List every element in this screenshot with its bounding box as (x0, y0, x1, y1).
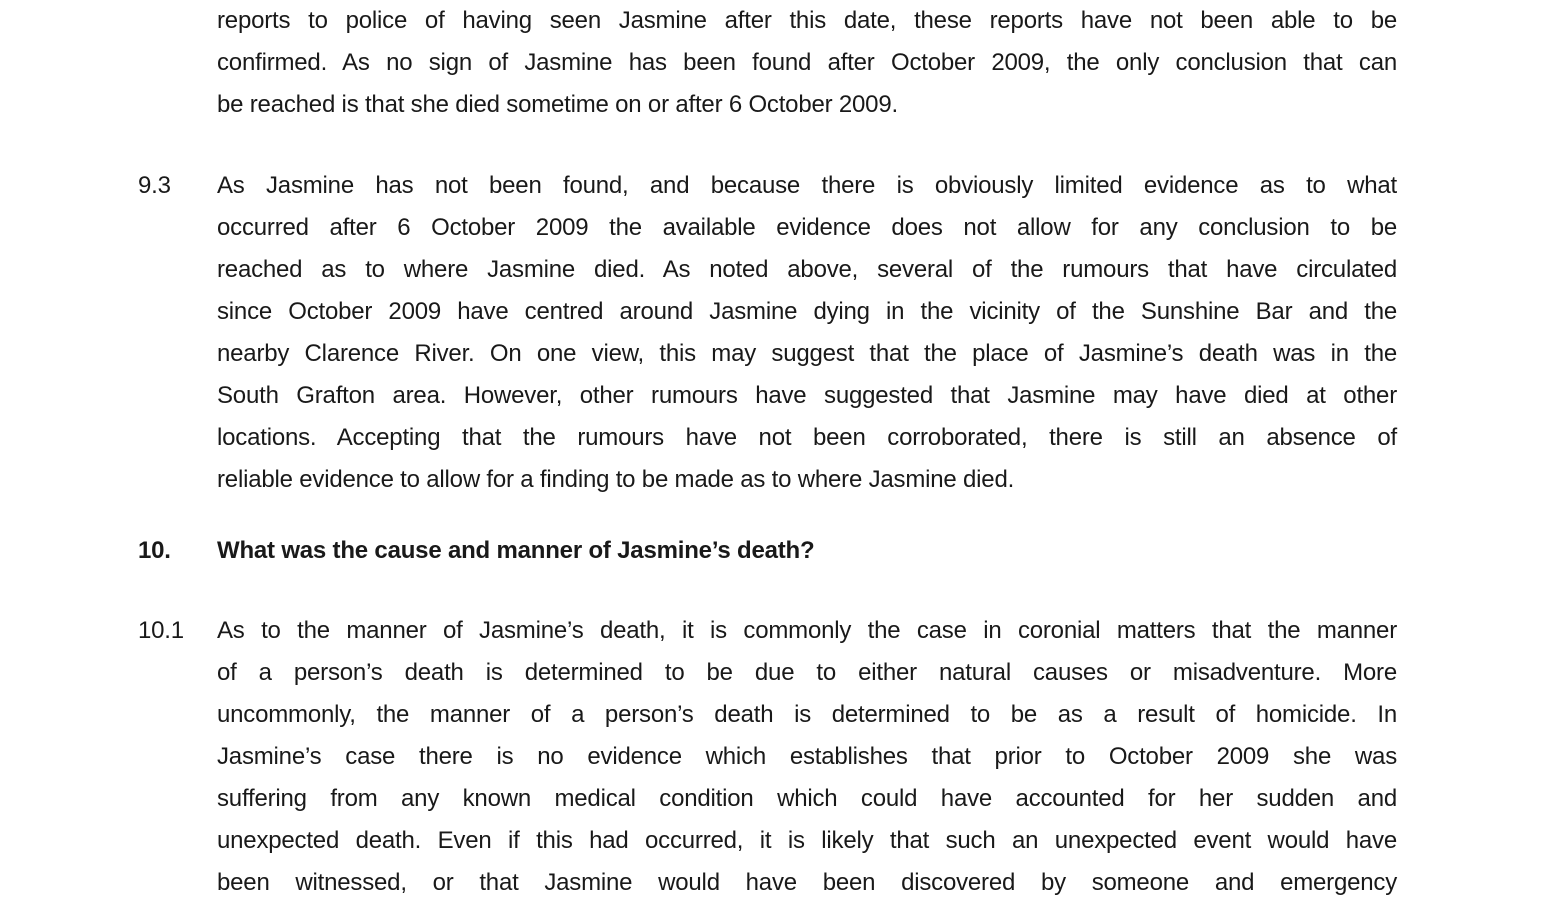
text-line: unexpected death. Even if this had occurred, it is likely that such an unexpected event would have (217, 827, 1397, 854)
paragraph-text (217, 610, 1397, 904)
paragraph-text (217, 165, 1397, 501)
paragraph-10-1 (0, 610, 1566, 904)
paragraph-number: 10.1 (138, 617, 184, 644)
text-line: occurred after 6 October 2009 the available evidence does not allow for any conclusion to be (217, 214, 1397, 241)
text-line: confirmed. As no sign of Jasmine has been found after October 2009, the only conclusion that can (217, 49, 1397, 76)
text-line: Jasmine’s case there is no evidence which establishes that prior to October 2009 she was (217, 743, 1397, 770)
text-line: reliable evidence to allow for a finding to be made as to where Jasmine died. (217, 466, 1015, 493)
section-title (217, 530, 1397, 572)
paragraph-continuation (0, 0, 1566, 126)
section-heading-10 (0, 530, 1566, 572)
text-line: nearby Clarence River. On one view, this may suggest that the place of Jasmine’s death was in the (217, 340, 1397, 367)
paragraph-9-3 (0, 165, 1566, 501)
text-line clipped-line: been witnessed, or that Jasmine would have been discovered by someone and emergency (217, 869, 1397, 896)
text-line: South Grafton area. However, other rumours have suggested that Jasmine may have died at other (217, 382, 1397, 409)
text-line: As to the manner of Jasmine’s death, it is commonly the case in coronial matters that the manner (217, 617, 1397, 644)
text-line: be reached is that she died sometime on or after 6 October 2009. (217, 91, 898, 118)
text-line: suffering from any known medical condition which could have accounted for her sudden and (217, 785, 1397, 812)
text-line: of a person’s death is determined to be due to either natural causes or misadventure. More (217, 659, 1397, 686)
text-line: locations. Accepting that the rumours have not been corroborated, there is still an absence of (217, 424, 1397, 451)
text-line: uncommonly, the manner of a person’s death is determined to be as a result of homicide. In (217, 701, 1397, 728)
text-line: since October 2009 have centred around Jasmine dying in the vicinity of the Sunshine Bar and the (217, 298, 1397, 325)
text-line: reports to police of having seen Jasmine after this date, these reports have not been able to be (217, 7, 1397, 34)
paragraph-text (217, 0, 1397, 126)
section-number: 10. (138, 537, 171, 564)
text-line: reached as to where Jasmine died. As noted above, several of the rumours that have circulated (217, 256, 1397, 283)
paragraph-number: 9.3 (138, 172, 171, 199)
text-line: As Jasmine has not been found, and because there is obviously limited evidence as to what (217, 172, 1397, 199)
section-heading-text: What was the cause and manner of Jasmine’s death? (217, 537, 815, 564)
